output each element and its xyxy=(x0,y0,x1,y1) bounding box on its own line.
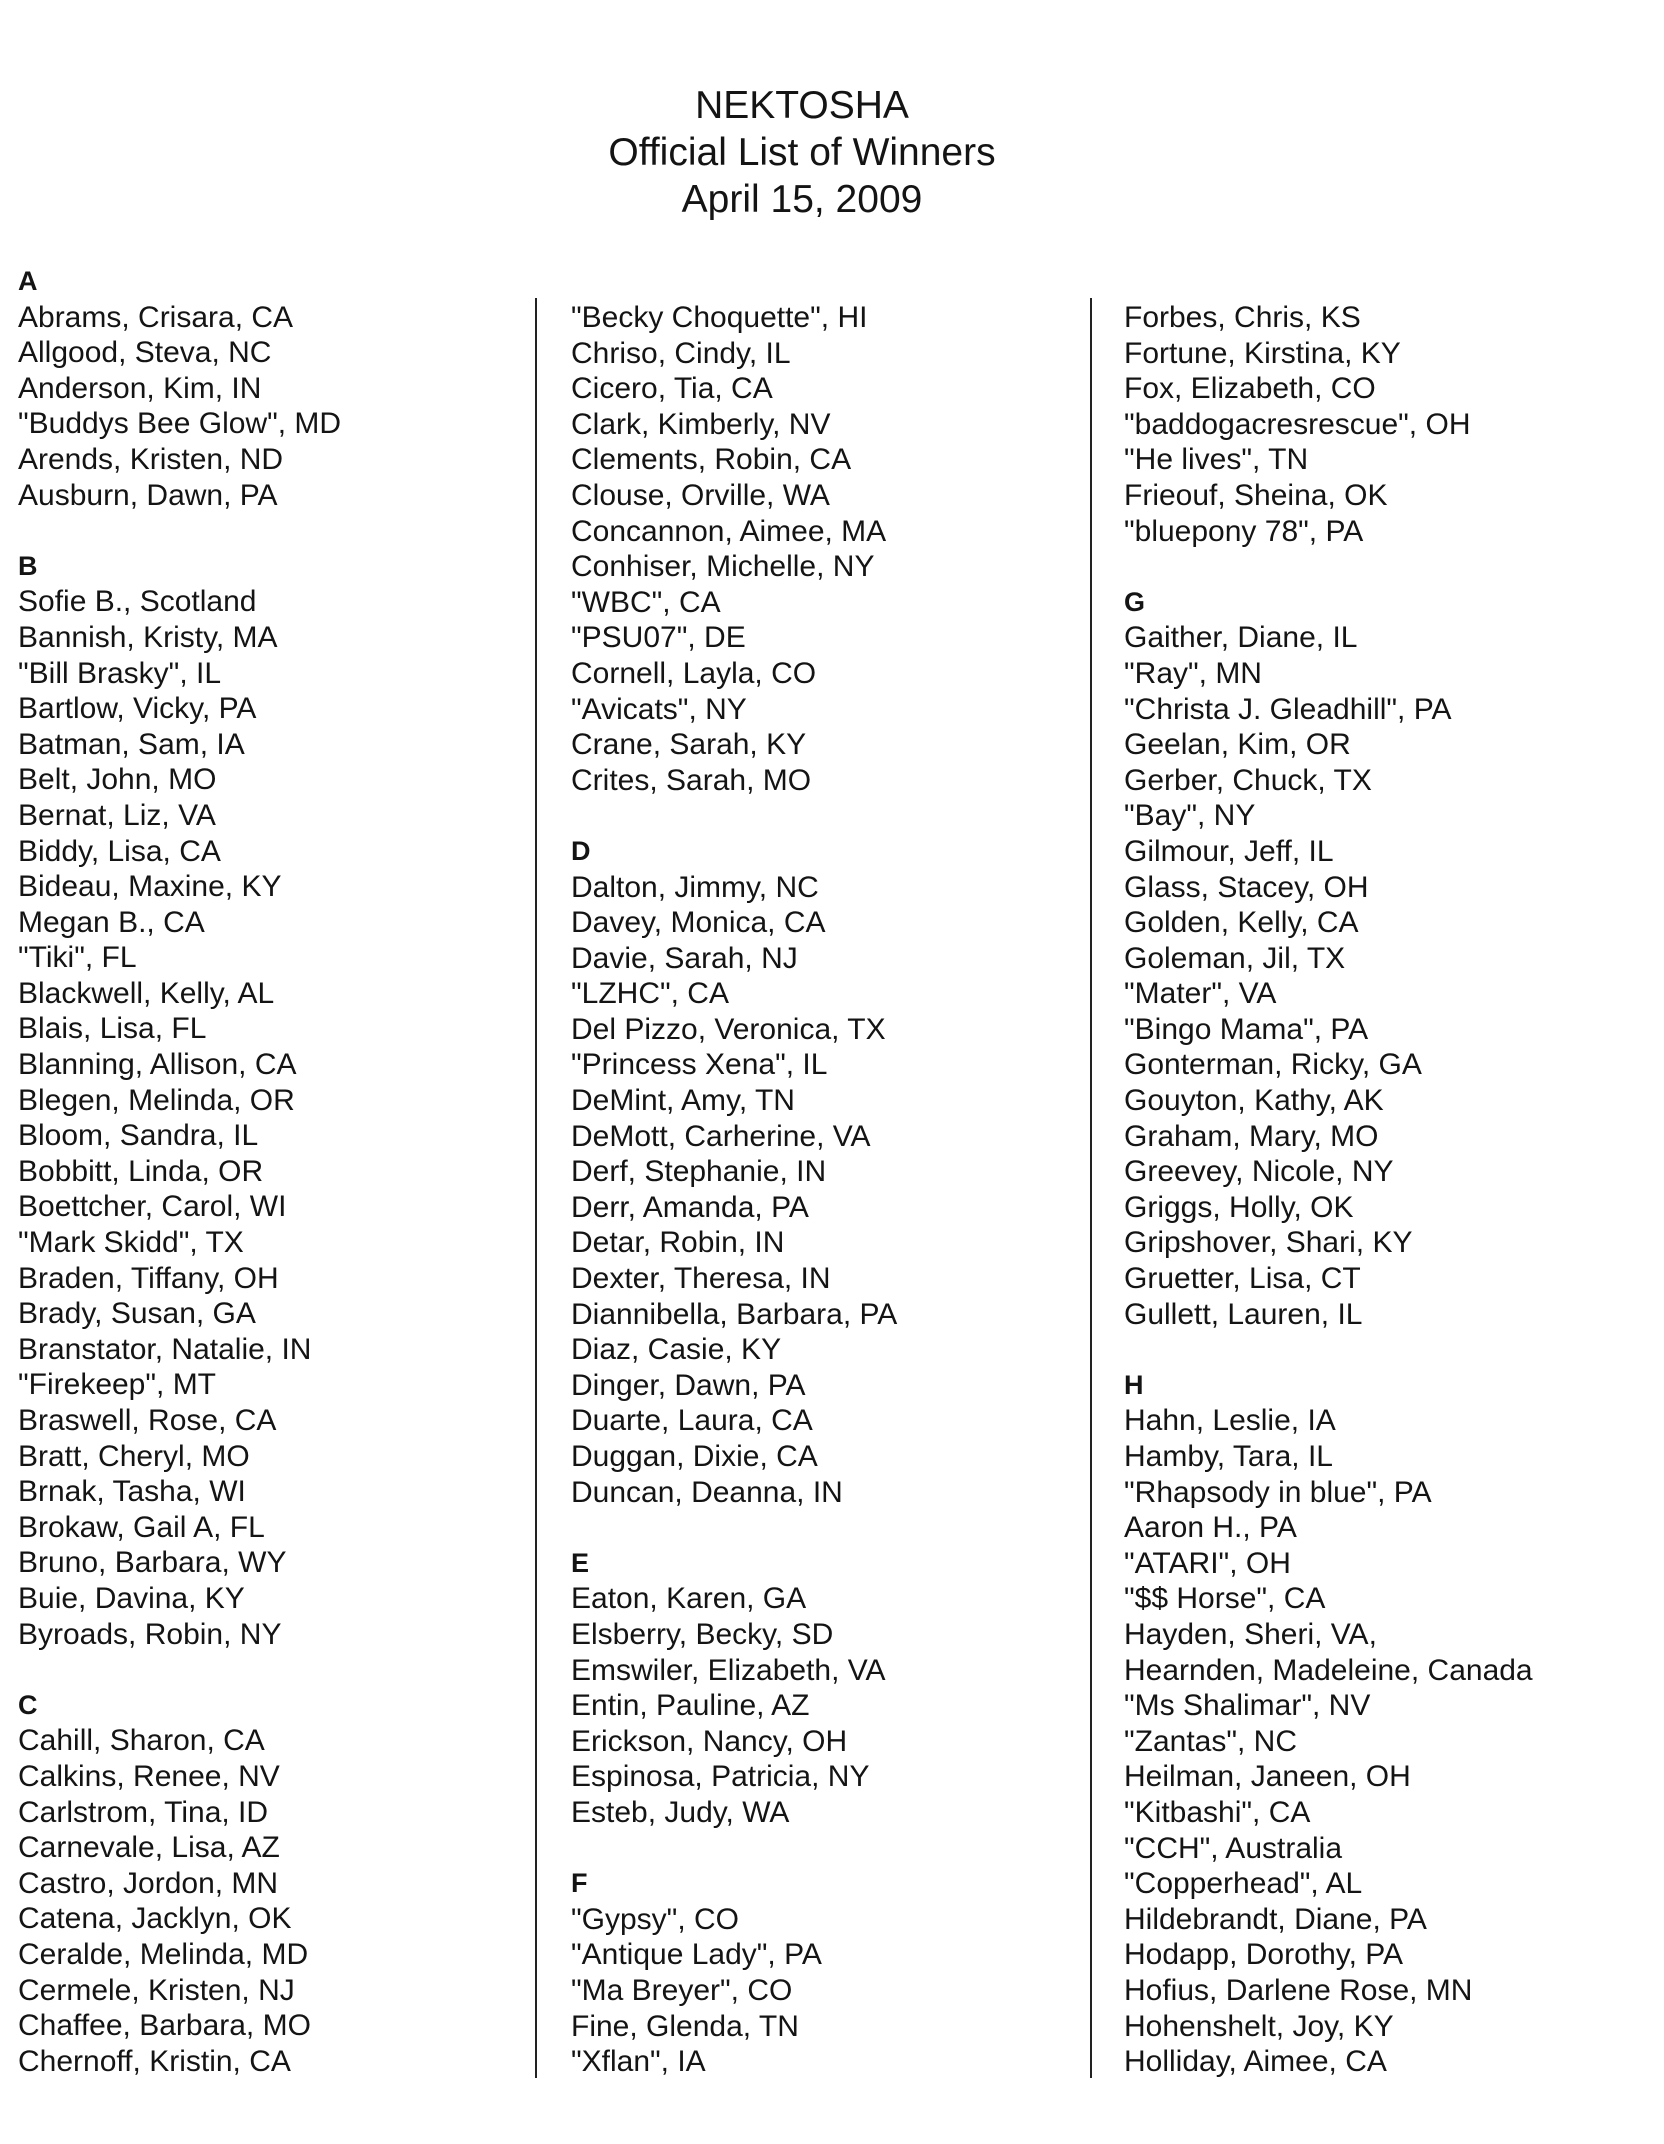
winners-column-2 xyxy=(571,300,897,2080)
winner-entry: "bluepony 78", PA xyxy=(1124,514,1364,548)
winner-entry: Megan B., CA xyxy=(18,905,205,939)
winner-entry: Espinosa, Patricia, NY xyxy=(571,1760,870,1794)
winner-entry: Bruno, Barbara, WY xyxy=(18,1546,287,1580)
winner-entry: Glass, Stacey, OH xyxy=(1124,870,1369,904)
org-name: NEKTOSHA xyxy=(695,84,909,127)
document-header xyxy=(0,82,1604,223)
winner-entry: "Xflan", IA xyxy=(571,2045,706,2079)
winner-entry: Gonterman, Ricky, GA xyxy=(1124,1048,1422,1082)
winner-entry: Buie, Davina, KY xyxy=(18,1581,245,1615)
winner-entry: Gaither, Diane, IL xyxy=(1124,621,1358,655)
winner-entry: Gouyton, Kathy, AK xyxy=(1124,1084,1384,1118)
winner-entry: Bobbitt, Linda, OR xyxy=(18,1154,264,1188)
section-letter-heading: B xyxy=(18,550,38,581)
document-date: April 15, 2009 xyxy=(681,178,923,221)
winner-entry: Hamby, Tara, IL xyxy=(1124,1440,1333,1473)
winner-entry: Sofie B., Scotland xyxy=(18,585,257,619)
winner-entry: Brokaw, Gail A, FL xyxy=(18,1510,265,1544)
winner-entry: "Copperhead", AL xyxy=(1124,1867,1363,1901)
winner-entry: Fine, Glenda, TN xyxy=(571,2009,799,2043)
winner-entry: Bannish, Kristy, MA xyxy=(18,620,278,654)
winners-column-1 xyxy=(18,264,341,2079)
winner-entry: "Antique Lady", PA xyxy=(571,1938,822,1972)
winner-entry: "Ray", MN xyxy=(1124,656,1262,690)
winner-entry: Conhiser, Michelle, NY xyxy=(571,550,875,584)
winner-entry: "Gypsy", CO xyxy=(571,1902,739,1936)
winner-entry: Carnevale, Lisa, AZ xyxy=(18,1831,280,1865)
winner-entry: Ausburn, Dawn, PA xyxy=(18,478,278,512)
winner-entry: Concannon, Aimee, MA xyxy=(571,514,887,548)
winner-entry: Abrams, Crisara, CA xyxy=(18,300,294,334)
winner-entry: Golden, Kelly, CA xyxy=(1124,906,1359,940)
section-spacer xyxy=(571,1831,897,1867)
winner-entry: Frieouf, Sheina, OK xyxy=(1124,478,1388,512)
winner-entry: Braden, Tiffany, OH xyxy=(18,1261,279,1295)
section-spacer xyxy=(571,798,897,834)
section-spacer xyxy=(18,513,341,549)
winner-entry: Entin, Pauline, AZ xyxy=(571,1689,810,1723)
winner-entry: "WBC", CA xyxy=(571,585,721,619)
winner-entry: Hohenshelt, Joy, KY xyxy=(1124,2009,1394,2043)
winner-entry: Braswell, Rose, CA xyxy=(18,1404,277,1437)
winner-entry: "Mark Skidd", TX xyxy=(18,1226,244,1260)
section-letter-heading: C xyxy=(18,1689,38,1720)
winner-entry: Calkins, Renee, NV xyxy=(18,1759,280,1793)
winner-entry: Chernoff, Kristin, CA xyxy=(18,2044,291,2078)
winner-entry: Gripshover, Shari, KY xyxy=(1124,1226,1413,1260)
winner-entry: "Bingo Mama", PA xyxy=(1124,1012,1369,1046)
winner-entry: "Bay", NY xyxy=(1124,799,1256,833)
winner-entry: Dexter, Theresa, IN xyxy=(571,1262,831,1296)
document-title: Official List of Winners xyxy=(608,131,996,174)
winner-entry: "Becky Choquette", HI xyxy=(571,301,868,334)
winner-entry: "$$ Horse", CA xyxy=(1124,1582,1326,1616)
winner-entry: "Buddys Bee Glow", MD xyxy=(18,407,342,441)
winner-entry: Chriso, Cindy, IL xyxy=(571,336,791,370)
column-divider xyxy=(1090,298,1092,2078)
winner-entry: Allgood, Steva, NC xyxy=(18,336,272,370)
winner-entry: "Ma Breyer", CO xyxy=(571,1973,793,2007)
winner-entry: Hofius, Darlene Rose, MN xyxy=(1124,1973,1473,2007)
winner-entry: Davie, Sarah, NJ xyxy=(571,941,798,975)
winner-entry: Cahill, Sharon, CA xyxy=(18,1724,265,1758)
winner-entry: "Bill Brasky", IL xyxy=(18,656,222,690)
winner-entry: Griggs, Holly, OK xyxy=(1124,1190,1354,1224)
winner-entry: Hayden, Sheri, VA, xyxy=(1124,1617,1377,1651)
winner-entry: Detar, Robin, IN xyxy=(571,1226,785,1260)
winner-entry: Davey, Monica, CA xyxy=(571,906,826,940)
winner-entry: Derf, Stephanie, IN xyxy=(571,1155,827,1189)
winner-entry: "LZHC", CA xyxy=(571,977,729,1011)
winner-entry: Holliday, Aimee, CA xyxy=(1124,2045,1387,2079)
winner-entry: Hahn, Leslie, IA xyxy=(1124,1404,1336,1438)
winner-entry: "baddogacresrescue", OH xyxy=(1124,407,1471,441)
winner-entry: Catena, Jacklyn, OK xyxy=(18,1902,292,1936)
winner-entry: Eaton, Karen, GA xyxy=(571,1582,807,1616)
winner-entry: Clouse, Orville, WA xyxy=(571,478,830,512)
winner-entry: Clark, Kimberly, NV xyxy=(571,407,831,441)
winner-entry: "Ms Shalimar", NV xyxy=(1124,1689,1371,1723)
winner-entry: "Mater", VA xyxy=(1124,977,1277,1011)
winner-entry: Forbes, Chris, KS xyxy=(1124,301,1361,334)
winner-entry: Duarte, Laura, CA xyxy=(571,1404,813,1438)
winner-entry: Bartlow, Vicky, PA xyxy=(18,692,257,726)
section-letter-heading: D xyxy=(571,835,591,866)
section-letter-heading: F xyxy=(571,1868,588,1899)
winner-entry: Belt, John, MO xyxy=(18,763,217,797)
winner-entry: Gilmour, Jeff, IL xyxy=(1124,834,1334,868)
winner-entry: "Princess Xena", IL xyxy=(571,1048,828,1082)
winner-entry: "Rhapsody in blue", PA xyxy=(1124,1475,1432,1509)
section-spacer xyxy=(1124,549,1533,585)
winner-entry: Clements, Robin, CA xyxy=(571,443,852,477)
winner-entry: Ceralde, Melinda, MD xyxy=(18,1937,309,1971)
winner-entry: Esteb, Judy, WA xyxy=(571,1795,790,1829)
section-letter-heading: A xyxy=(18,266,38,296)
winner-entry: "Kitbashi", CA xyxy=(1124,1795,1311,1829)
winner-entry: Emswiler, Elizabeth, VA xyxy=(571,1653,886,1687)
winner-entry: Carlstrom, Tina, ID xyxy=(18,1795,269,1829)
winner-entry: Hildebrandt, Diane, PA xyxy=(1124,1902,1427,1936)
winner-entry: Batman, Sam, IA xyxy=(18,727,245,761)
winner-entry: Hearnden, Madeleine, Canada xyxy=(1124,1653,1533,1687)
winner-entry: Crane, Sarah, KY xyxy=(571,728,807,762)
winner-entry: "Christa J. Gleadhill", PA xyxy=(1124,692,1452,726)
winner-entry: Gruetter, Lisa, CT xyxy=(1124,1262,1361,1296)
winner-entry: Crites, Sarah, MO xyxy=(571,763,812,797)
winner-entry: Derr, Amanda, PA xyxy=(571,1190,809,1224)
winner-entry: Diaz, Casie, KY xyxy=(571,1333,782,1367)
winner-entry: Fox, Elizabeth, CO xyxy=(1124,372,1376,406)
winner-entry: Brnak, Tasha, WI xyxy=(18,1475,246,1509)
winner-entry: Castro, Jordon, MN xyxy=(18,1866,279,1900)
winner-entry: "PSU07", DE xyxy=(571,621,746,655)
section-spacer xyxy=(18,1652,341,1688)
winner-entry: Gerber, Chuck, TX xyxy=(1124,763,1372,797)
section-spacer xyxy=(571,1510,897,1546)
winner-entry: "CCH", Australia xyxy=(1124,1831,1343,1865)
section-letter-heading: H xyxy=(1124,1369,1144,1400)
winner-entry: Cornell, Layla, CO xyxy=(571,656,817,690)
winner-entry: Byroads, Robin, NY xyxy=(18,1617,282,1651)
winner-entry: "ATARI", OH xyxy=(1124,1546,1291,1580)
winner-entry: Elsberry, Becky, SD xyxy=(571,1617,834,1651)
winner-entry: Boettcher, Carol, WI xyxy=(18,1190,287,1224)
column-divider xyxy=(535,298,537,2078)
winner-entry: Greevey, Nicole, NY xyxy=(1124,1155,1394,1189)
winner-entry: Geelan, Kim, OR xyxy=(1124,728,1351,762)
winner-entry: Aaron H., PA xyxy=(1124,1511,1297,1545)
winner-entry: Bideau, Maxine, KY xyxy=(18,870,282,904)
winner-entry: Gullett, Lauren, IL xyxy=(1124,1297,1363,1331)
winner-entry: Duncan, Deanna, IN xyxy=(571,1475,843,1509)
winner-entry: Biddy, Lisa, CA xyxy=(18,834,221,868)
winner-entry: Dinger, Dawn, PA xyxy=(571,1368,806,1402)
winner-entry: DeMint, Amy, TN xyxy=(571,1084,795,1118)
winner-entry: "Zantas", NC xyxy=(1124,1724,1298,1758)
winner-entry: Goleman, Jil, TX xyxy=(1124,941,1346,975)
winner-entry: Blanning, Allison, CA xyxy=(18,1048,297,1082)
winner-entry: Graham, Mary, MO xyxy=(1124,1119,1379,1153)
winner-entry: Bernat, Liz, VA xyxy=(18,798,216,832)
winner-entry: Anderson, Kim, IN xyxy=(18,371,262,405)
winner-entry: Hodapp, Dorothy, PA xyxy=(1124,1938,1404,1972)
winner-entry: "Avicats", NY xyxy=(571,692,747,726)
winner-entry: Cicero, Tia, CA xyxy=(571,372,773,406)
section-letter-heading: G xyxy=(1124,586,1146,617)
section-spacer xyxy=(1124,1332,1533,1368)
winner-entry: DeMott, Carherine, VA xyxy=(571,1119,871,1153)
winner-entry: Brady, Susan, GA xyxy=(18,1297,256,1331)
winner-entry: Arends, Kristen, ND xyxy=(18,442,284,476)
winner-entry: Erickson, Nancy, OH xyxy=(571,1724,848,1758)
winner-entry: "Tiki", FL xyxy=(18,941,137,975)
section-letter-heading: E xyxy=(571,1547,590,1578)
winner-entry: Blackwell, Kelly, AL xyxy=(18,976,275,1010)
winner-entry: Fortune, Kirstina, KY xyxy=(1124,336,1401,370)
winner-entry: Del Pizzo, Veronica, TX xyxy=(571,1012,886,1046)
winner-entry: Cermele, Kristen, NJ xyxy=(18,1973,295,2007)
winners-column-3 xyxy=(1124,300,1533,2080)
winner-entry: Branstator, Natalie, IN xyxy=(18,1332,312,1366)
winner-entry: Chaffee, Barbara, MO xyxy=(18,2009,311,2043)
winner-entry: Bloom, Sandra, IL xyxy=(18,1119,259,1153)
winner-entry: Blais, Lisa, FL xyxy=(18,1012,207,1046)
winner-entry: Dalton, Jimmy, NC xyxy=(571,870,819,904)
winner-entry: "He lives", TN xyxy=(1124,443,1309,477)
winner-entry: Blegen, Melinda, OR xyxy=(18,1083,295,1117)
winner-entry: Diannibella, Barbara, PA xyxy=(571,1297,898,1331)
winner-entry: Duggan, Dixie, CA xyxy=(571,1440,818,1473)
winner-entry: Bratt, Cheryl, MO xyxy=(18,1439,250,1473)
winner-entry: Heilman, Janeen, OH xyxy=(1124,1760,1411,1794)
winner-entry: "Firekeep", MT xyxy=(18,1368,217,1402)
